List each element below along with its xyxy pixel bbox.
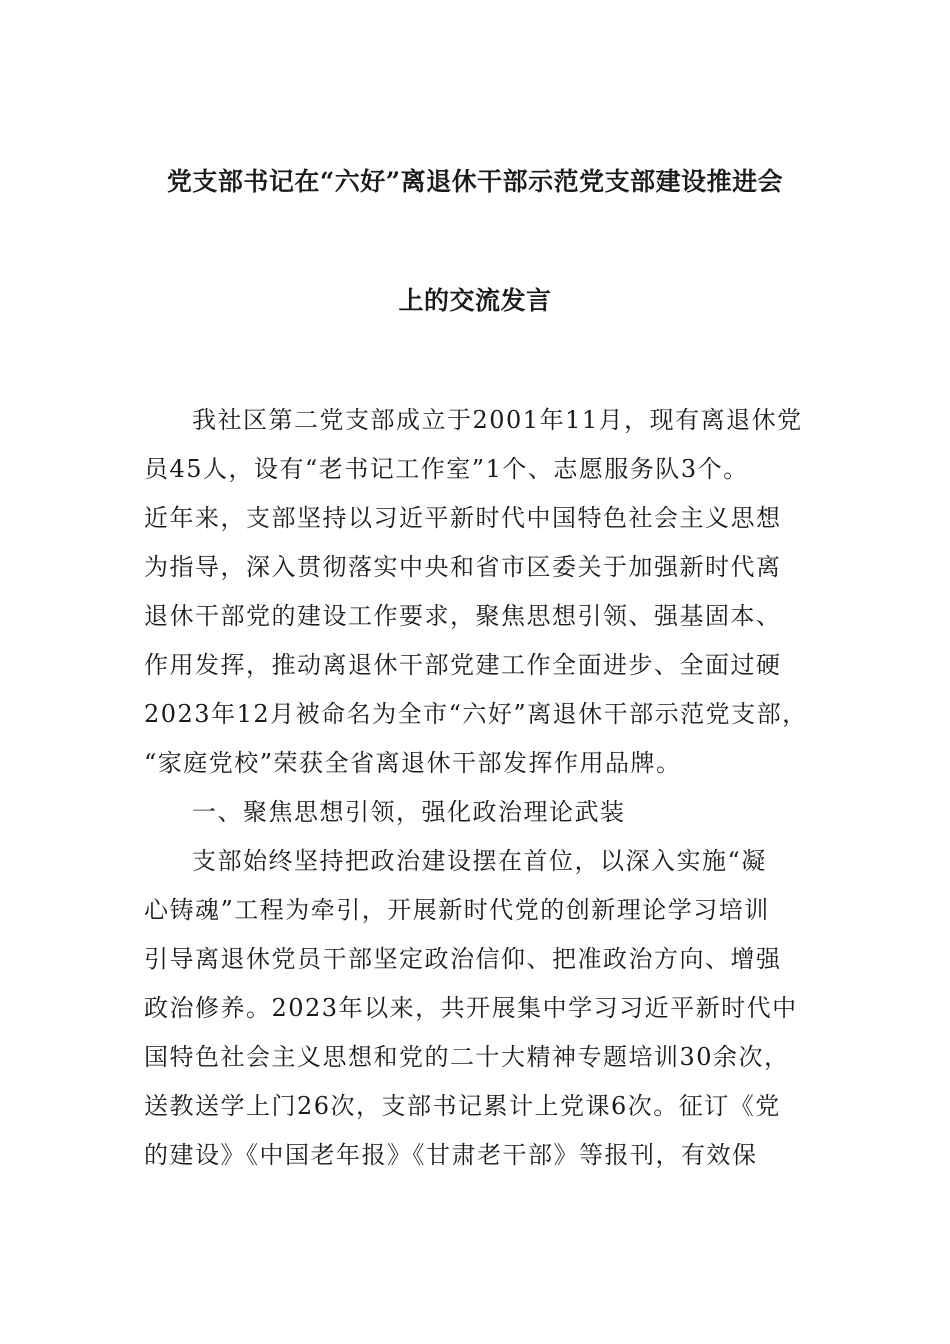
paragraph-line: 的建设》《中国老年报》《甘肃老干部》等报刊，有效保 [144,1141,758,1169]
paragraph-line: 心铸魂”工程为牵引，开展新时代党的创新理论学习培训 [144,896,770,924]
paragraph-line: 退休干部党的建设工作要求，聚焦思想引领、强基固本、 [144,602,782,630]
document-title-line-2: 上的交流发言 [398,286,552,315]
paragraph-line: 作用发挥，推动离退休干部党建工作全面进步、全面过硬 [144,651,782,679]
section-heading: 一、聚焦思想引领，强化政治理论武装 [192,798,626,826]
paragraph-line: 政治修养。2023年以来，共开展集中学习习近平新时代中 [144,994,798,1022]
paragraph-line: 员45人，设有“老书记工作室”1个、志愿服务队3个。 [144,455,749,483]
paragraph-line: 支部始终坚持把政治建设摆在首位，以深入实施“凝 [192,847,767,875]
paragraph-line: 送教送学上门26次，支部书记累计上党课6次。征订《党 [144,1092,781,1120]
paragraph-line: 我社区第二党支部成立于2001年11月，现有离退休党 [192,406,803,434]
paragraph-line: 引导离退休党员干部坚定政治信仰、把准政治方向、增强 [144,945,782,973]
paragraph-line: 为指导，深入贯彻落实中央和省市区委关于加强新时代离 [144,553,782,581]
paragraph-line: 2023年12月被命名为全市“六好”离退休干部示范党支部， [144,700,808,728]
document-body [144,396,824,1180]
paragraph-line: 国特色社会主义思想和党的二十大精神专题培训30余次， [144,1043,790,1071]
paragraph-line: 近年来，支部坚持以习近平新时代中国特色社会主义思想 [144,504,782,532]
paragraph-line: “家庭党校”荣获全省离退休干部发挥作用品牌。 [144,749,682,777]
document-title-line-1: 党支部书记在“六好”离退休干部示范党支部建设推进会 [166,167,784,196]
